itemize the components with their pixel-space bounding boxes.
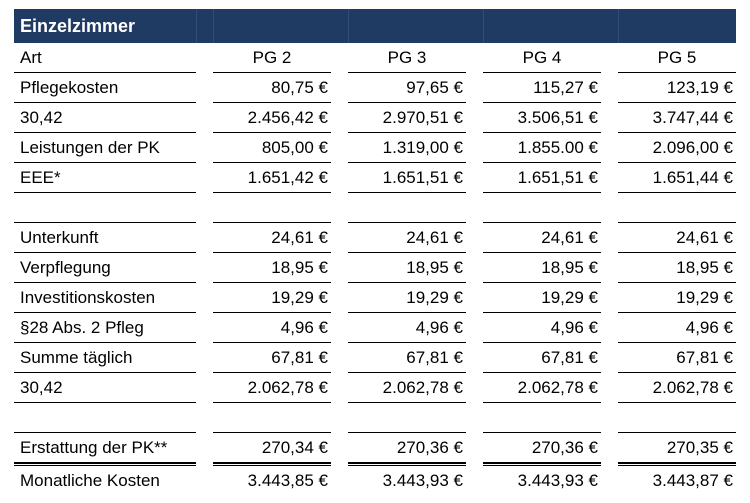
column-gap xyxy=(331,343,348,373)
column-gap xyxy=(466,283,483,313)
column-gap xyxy=(196,223,213,253)
cell-pg3: 18,95 € xyxy=(348,253,466,283)
row-label: Leistungen der PK xyxy=(14,133,196,163)
column-gap xyxy=(196,163,213,193)
column-gap xyxy=(196,313,213,343)
column-gap xyxy=(601,313,618,343)
column-gap xyxy=(466,133,483,163)
column-header-pg2: PG 2 xyxy=(213,43,331,73)
column-gap xyxy=(331,193,348,223)
column-gap xyxy=(196,133,213,163)
cell-pg2: 4,96 € xyxy=(213,313,331,343)
cell-pg4: 3.443,93 € xyxy=(483,463,601,495)
cell-pg2: 80,75 € xyxy=(213,73,331,103)
column-gap xyxy=(196,343,213,373)
cell-pg4 xyxy=(483,403,601,433)
cell-pg4: 1.651,51 € xyxy=(483,163,601,193)
table-row xyxy=(14,283,736,313)
cost-table-frame xyxy=(14,9,736,495)
column-gap xyxy=(601,43,618,73)
cell-pg4: 2.062,78 € xyxy=(483,373,601,403)
table-row xyxy=(14,373,736,403)
cell-pg3: 24,61 € xyxy=(348,223,466,253)
table-header-row xyxy=(14,43,736,73)
cell-pg4: 24,61 € xyxy=(483,223,601,253)
table-title-band xyxy=(14,9,736,43)
cell-pg5: 67,81 € xyxy=(618,343,736,373)
column-gap xyxy=(331,223,348,253)
cell-pg3: 67,81 € xyxy=(348,343,466,373)
row-label: §28 Abs. 2 Pfleg xyxy=(14,313,196,343)
cell-pg3: 2.970,51 € xyxy=(348,103,466,133)
cell-pg5: 123,19 € xyxy=(618,73,736,103)
cell-pg2: 24,61 € xyxy=(213,223,331,253)
column-gap xyxy=(331,463,348,495)
table-row xyxy=(14,223,736,253)
header-divider xyxy=(483,9,484,43)
cell-pg5: 19,29 € xyxy=(618,283,736,313)
table-title: Einzelzimmer xyxy=(20,16,136,36)
cell-pg4: 3.506,51 € xyxy=(483,103,601,133)
cell-pg3: 270,36 € xyxy=(348,433,466,463)
cell-pg2: 2.062,78 € xyxy=(213,373,331,403)
column-gap xyxy=(196,403,213,433)
column-gap xyxy=(601,103,618,133)
table-body xyxy=(14,43,736,495)
cell-pg2: 270,34 € xyxy=(213,433,331,463)
cell-pg2 xyxy=(213,193,331,223)
column-gap xyxy=(196,373,213,403)
column-gap xyxy=(196,463,213,495)
column-gap xyxy=(196,283,213,313)
cell-pg4: 270,36 € xyxy=(483,433,601,463)
table-row xyxy=(14,463,736,495)
row-label: Pflegekosten xyxy=(14,73,196,103)
column-gap xyxy=(331,313,348,343)
row-label: 30,42 xyxy=(14,373,196,403)
column-gap xyxy=(331,163,348,193)
column-gap xyxy=(331,103,348,133)
cell-pg3: 3.443,93 € xyxy=(348,463,466,495)
header-divider xyxy=(196,9,197,43)
column-gap xyxy=(466,223,483,253)
column-gap xyxy=(601,163,618,193)
row-label: 30,42 xyxy=(14,103,196,133)
row-label: Erstattung der PK** xyxy=(14,433,196,463)
column-header-pg3: PG 3 xyxy=(348,43,466,73)
column-gap xyxy=(466,103,483,133)
column-gap xyxy=(331,283,348,313)
cell-pg4: 19,29 € xyxy=(483,283,601,313)
column-gap xyxy=(466,343,483,373)
column-gap xyxy=(601,373,618,403)
cell-pg3 xyxy=(348,193,466,223)
cell-pg2: 805,00 € xyxy=(213,133,331,163)
table-row xyxy=(14,343,736,373)
cell-pg3: 1.651,51 € xyxy=(348,163,466,193)
row-label: Unterkunft xyxy=(14,223,196,253)
row-label xyxy=(14,403,196,433)
column-gap xyxy=(331,43,348,73)
column-gap xyxy=(196,73,213,103)
column-header-pg4: PG 4 xyxy=(483,43,601,73)
row-label: EEE* xyxy=(14,163,196,193)
cell-pg5: 2.062,78 € xyxy=(618,373,736,403)
table-row xyxy=(14,103,736,133)
row-label: Monatliche Kosten xyxy=(14,463,196,495)
table-row xyxy=(14,403,736,433)
column-gap xyxy=(466,163,483,193)
column-gap xyxy=(196,193,213,223)
column-gap xyxy=(466,313,483,343)
cell-pg5: 270,35 € xyxy=(618,433,736,463)
table-row xyxy=(14,73,736,103)
column-gap xyxy=(601,433,618,463)
column-gap xyxy=(601,193,618,223)
cell-pg3 xyxy=(348,403,466,433)
cell-pg5: 2.096,00 € xyxy=(618,133,736,163)
row-label: Investitionskosten xyxy=(14,283,196,313)
column-gap xyxy=(466,73,483,103)
cell-pg4 xyxy=(483,193,601,223)
cell-pg5 xyxy=(618,403,736,433)
header-divider xyxy=(618,9,619,43)
cell-pg5: 3.747,44 € xyxy=(618,103,736,133)
column-header-pg5: PG 5 xyxy=(618,43,736,73)
cell-pg4: 4,96 € xyxy=(483,313,601,343)
cell-pg4: 18,95 € xyxy=(483,253,601,283)
cell-pg2 xyxy=(213,403,331,433)
table-row xyxy=(14,193,736,223)
column-gap xyxy=(331,403,348,433)
cell-pg2: 3.443,85 € xyxy=(213,463,331,495)
column-gap xyxy=(601,73,618,103)
row-label: Verpflegung xyxy=(14,253,196,283)
row-label: Summe täglich xyxy=(14,343,196,373)
cell-pg2: 67,81 € xyxy=(213,343,331,373)
cell-pg5: 1.651,44 € xyxy=(618,163,736,193)
cell-pg2: 1.651,42 € xyxy=(213,163,331,193)
column-gap xyxy=(331,73,348,103)
column-gap xyxy=(601,223,618,253)
cell-pg5: 24,61 € xyxy=(618,223,736,253)
cell-pg2: 2.456,42 € xyxy=(213,103,331,133)
column-gap xyxy=(331,373,348,403)
header-divider xyxy=(348,9,349,43)
cell-pg5 xyxy=(618,193,736,223)
header-divider xyxy=(213,9,214,43)
column-gap xyxy=(466,193,483,223)
table-row xyxy=(14,133,736,163)
cost-table xyxy=(14,43,736,495)
table-row xyxy=(14,253,736,283)
column-gap xyxy=(196,103,213,133)
column-gap xyxy=(196,253,213,283)
column-gap xyxy=(466,433,483,463)
column-gap xyxy=(601,463,618,495)
cell-pg4: 1.855.00 € xyxy=(483,133,601,163)
cell-pg3: 1.319,00 € xyxy=(348,133,466,163)
column-gap xyxy=(466,373,483,403)
cell-pg3: 97,65 € xyxy=(348,73,466,103)
cell-pg5: 4,96 € xyxy=(618,313,736,343)
column-gap xyxy=(466,463,483,495)
column-gap xyxy=(196,43,213,73)
column-gap xyxy=(331,253,348,283)
cell-pg2: 19,29 € xyxy=(213,283,331,313)
column-gap xyxy=(466,253,483,283)
column-gap xyxy=(466,43,483,73)
column-gap xyxy=(601,403,618,433)
cell-pg5: 3.443,87 € xyxy=(618,463,736,495)
cell-pg3: 4,96 € xyxy=(348,313,466,343)
column-gap xyxy=(601,343,618,373)
cell-pg3: 19,29 € xyxy=(348,283,466,313)
column-gap xyxy=(331,133,348,163)
column-gap xyxy=(466,403,483,433)
cell-pg5: 18,95 € xyxy=(618,253,736,283)
column-gap xyxy=(196,433,213,463)
column-gap xyxy=(601,133,618,163)
cell-pg4: 67,81 € xyxy=(483,343,601,373)
cell-pg4: 115,27 € xyxy=(483,73,601,103)
table-row xyxy=(14,313,736,343)
column-gap xyxy=(331,433,348,463)
row-label xyxy=(14,193,196,223)
table-row xyxy=(14,433,736,463)
column-gap xyxy=(601,253,618,283)
cell-pg3: 2.062,78 € xyxy=(348,373,466,403)
cell-pg2: 18,95 € xyxy=(213,253,331,283)
column-header-art: Art xyxy=(14,43,196,73)
column-gap xyxy=(601,283,618,313)
table-row xyxy=(14,163,736,193)
